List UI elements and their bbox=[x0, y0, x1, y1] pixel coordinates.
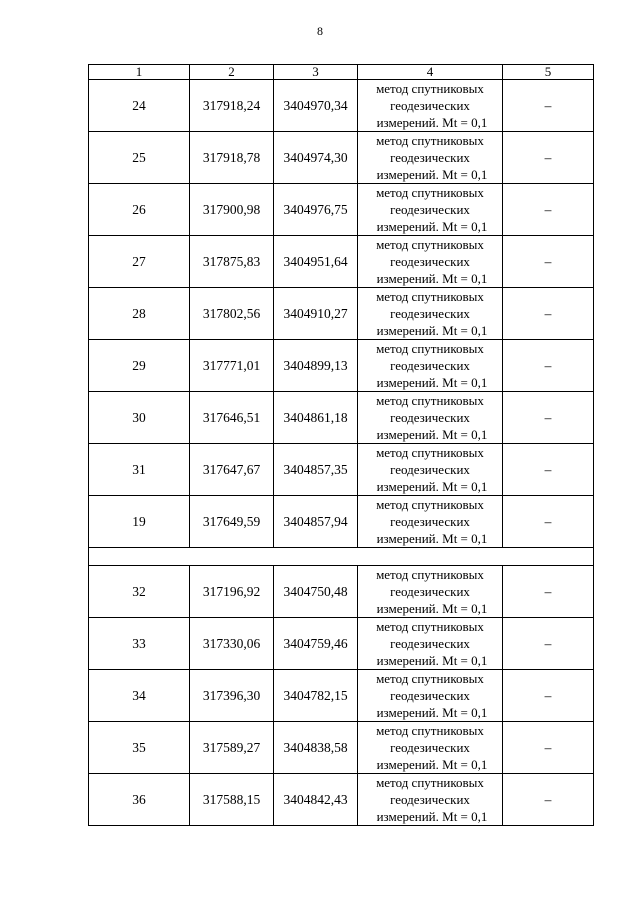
x-coordinate-cell: 317900,98 bbox=[190, 184, 274, 236]
method-line: геодезических bbox=[390, 636, 470, 651]
x-coordinate-cell: 317646,51 bbox=[190, 392, 274, 444]
method-line: геодезических bbox=[390, 358, 470, 373]
method-line: метод спутниковых bbox=[376, 393, 484, 408]
method-cell bbox=[358, 392, 503, 444]
x-coordinate-cell: 317396,30 bbox=[190, 670, 274, 722]
note-cell: – bbox=[503, 722, 594, 774]
method-line: метод спутниковых bbox=[376, 567, 484, 582]
y-coordinate-cell: 3404782,15 bbox=[274, 670, 358, 722]
y-coordinate-cell: 3404838,58 bbox=[274, 722, 358, 774]
x-coordinate-cell: 317647,67 bbox=[190, 444, 274, 496]
method-line: геодезических bbox=[390, 410, 470, 425]
point-number-cell: 27 bbox=[89, 236, 190, 288]
point-number-cell: 28 bbox=[89, 288, 190, 340]
method-cell bbox=[358, 288, 503, 340]
table-header bbox=[89, 65, 594, 80]
method-cell bbox=[358, 496, 503, 548]
table-row bbox=[89, 132, 594, 184]
y-coordinate-cell: 3404970,34 bbox=[274, 80, 358, 132]
method-line: измерений. Mt = 0,1 bbox=[376, 375, 488, 390]
point-number-cell: 19 bbox=[89, 496, 190, 548]
table-row bbox=[89, 80, 594, 132]
method-line: измерений. Mt = 0,1 bbox=[376, 115, 488, 130]
y-coordinate-cell: 3404899,13 bbox=[274, 340, 358, 392]
y-coordinate-cell: 3404759,46 bbox=[274, 618, 358, 670]
method-line: метод спутниковых bbox=[376, 723, 484, 738]
point-number-cell: 30 bbox=[89, 392, 190, 444]
method-line: геодезических bbox=[390, 688, 470, 703]
method-line: метод спутниковых bbox=[376, 81, 484, 96]
point-number-cell: 29 bbox=[89, 340, 190, 392]
method-cell bbox=[358, 722, 503, 774]
point-number-cell: 35 bbox=[89, 722, 190, 774]
y-coordinate-cell: 3404857,94 bbox=[274, 496, 358, 548]
note-cell: – bbox=[503, 288, 594, 340]
table-row bbox=[89, 496, 594, 548]
note-cell: – bbox=[503, 184, 594, 236]
table-row bbox=[89, 236, 594, 288]
method-line: измерений. Mt = 0,1 bbox=[376, 531, 488, 546]
method-cell bbox=[358, 444, 503, 496]
column-header-1: 1 bbox=[89, 65, 190, 80]
column-header-2: 2 bbox=[190, 65, 274, 80]
note-cell: – bbox=[503, 80, 594, 132]
method-cell bbox=[358, 774, 503, 826]
method-cell bbox=[358, 566, 503, 618]
method-line: измерений. Mt = 0,1 bbox=[376, 479, 488, 494]
method-line: метод спутниковых bbox=[376, 289, 484, 304]
point-number-cell: 24 bbox=[89, 80, 190, 132]
point-number-cell: 36 bbox=[89, 774, 190, 826]
table-row bbox=[89, 444, 594, 496]
method-line: измерений. Mt = 0,1 bbox=[376, 167, 488, 182]
method-cell bbox=[358, 618, 503, 670]
y-coordinate-cell: 3404857,35 bbox=[274, 444, 358, 496]
method-line: геодезических bbox=[390, 514, 470, 529]
method-line: метод спутниковых bbox=[376, 497, 484, 512]
note-cell: – bbox=[503, 236, 594, 288]
note-cell: – bbox=[503, 774, 594, 826]
method-line: метод спутниковых bbox=[376, 445, 484, 460]
note-cell: – bbox=[503, 618, 594, 670]
table-row bbox=[89, 566, 594, 618]
method-cell bbox=[358, 132, 503, 184]
method-line: метод спутниковых bbox=[376, 619, 484, 634]
method-line: геодезических bbox=[390, 202, 470, 217]
header-row bbox=[89, 65, 594, 80]
x-coordinate-cell: 317918,78 bbox=[190, 132, 274, 184]
x-coordinate-cell: 317771,01 bbox=[190, 340, 274, 392]
point-number-cell: 31 bbox=[89, 444, 190, 496]
note-cell: – bbox=[503, 132, 594, 184]
method-line: измерений. Mt = 0,1 bbox=[376, 219, 488, 234]
method-line: геодезических bbox=[390, 584, 470, 599]
table-row bbox=[89, 670, 594, 722]
table-row bbox=[89, 288, 594, 340]
method-line: геодезических bbox=[390, 740, 470, 755]
method-line: измерений. Mt = 0,1 bbox=[376, 757, 488, 772]
method-line: метод спутниковых bbox=[376, 185, 484, 200]
table-row bbox=[89, 340, 594, 392]
column-header-4: 4 bbox=[358, 65, 503, 80]
table-row bbox=[89, 392, 594, 444]
y-coordinate-cell: 3404974,30 bbox=[274, 132, 358, 184]
table-row bbox=[89, 618, 594, 670]
point-number-cell: 34 bbox=[89, 670, 190, 722]
y-coordinate-cell: 3404842,43 bbox=[274, 774, 358, 826]
x-coordinate-cell: 317802,56 bbox=[190, 288, 274, 340]
method-line: метод спутниковых bbox=[376, 671, 484, 686]
method-line: метод спутниковых bbox=[376, 133, 484, 148]
note-cell: – bbox=[503, 670, 594, 722]
note-cell: – bbox=[503, 392, 594, 444]
y-coordinate-cell: 3404951,64 bbox=[274, 236, 358, 288]
method-line: измерений. Mt = 0,1 bbox=[376, 809, 488, 824]
x-coordinate-cell: 317875,83 bbox=[190, 236, 274, 288]
x-coordinate-cell: 317330,06 bbox=[190, 618, 274, 670]
point-number-cell: 33 bbox=[89, 618, 190, 670]
method-cell bbox=[358, 80, 503, 132]
note-cell: – bbox=[503, 340, 594, 392]
y-coordinate-cell: 3404910,27 bbox=[274, 288, 358, 340]
method-line: геодезических bbox=[390, 462, 470, 477]
table-row bbox=[89, 184, 594, 236]
point-number-cell: 32 bbox=[89, 566, 190, 618]
method-cell bbox=[358, 670, 503, 722]
x-coordinate-cell: 317589,27 bbox=[190, 722, 274, 774]
x-coordinate-cell: 317588,15 bbox=[190, 774, 274, 826]
method-line: геодезических bbox=[390, 150, 470, 165]
method-line: геодезических bbox=[390, 792, 470, 807]
method-cell bbox=[358, 340, 503, 392]
method-line: измерений. Mt = 0,1 bbox=[376, 427, 488, 442]
column-header-5: 5 bbox=[503, 65, 594, 80]
separator-row bbox=[89, 548, 594, 566]
note-cell: – bbox=[503, 496, 594, 548]
method-line: геодезических bbox=[390, 98, 470, 113]
method-line: геодезических bbox=[390, 254, 470, 269]
method-line: измерений. Mt = 0,1 bbox=[376, 705, 488, 720]
method-line: измерений. Mt = 0,1 bbox=[376, 601, 488, 616]
point-number-cell: 26 bbox=[89, 184, 190, 236]
method-line: метод спутниковых bbox=[376, 775, 484, 790]
table-row bbox=[89, 722, 594, 774]
table-row bbox=[89, 774, 594, 826]
method-cell bbox=[358, 184, 503, 236]
table-body bbox=[89, 80, 594, 826]
separator-cell bbox=[89, 548, 594, 566]
method-line: измерений. Mt = 0,1 bbox=[376, 323, 488, 338]
method-line: геодезических bbox=[390, 306, 470, 321]
x-coordinate-cell: 317918,24 bbox=[190, 80, 274, 132]
page-number: 8 bbox=[317, 24, 323, 38]
y-coordinate-cell: 3404976,75 bbox=[274, 184, 358, 236]
y-coordinate-cell: 3404750,48 bbox=[274, 566, 358, 618]
column-header-3: 3 bbox=[274, 65, 358, 80]
x-coordinate-cell: 317196,92 bbox=[190, 566, 274, 618]
point-number-cell: 25 bbox=[89, 132, 190, 184]
method-line: метод спутниковых bbox=[376, 237, 484, 252]
note-cell: – bbox=[503, 566, 594, 618]
x-coordinate-cell: 317649,59 bbox=[190, 496, 274, 548]
method-line: измерений. Mt = 0,1 bbox=[376, 653, 488, 668]
method-line: измерений. Mt = 0,1 bbox=[376, 271, 488, 286]
y-coordinate-cell: 3404861,18 bbox=[274, 392, 358, 444]
coordinates-table bbox=[88, 64, 594, 826]
method-cell bbox=[358, 236, 503, 288]
note-cell: – bbox=[503, 444, 594, 496]
method-line: метод спутниковых bbox=[376, 341, 484, 356]
